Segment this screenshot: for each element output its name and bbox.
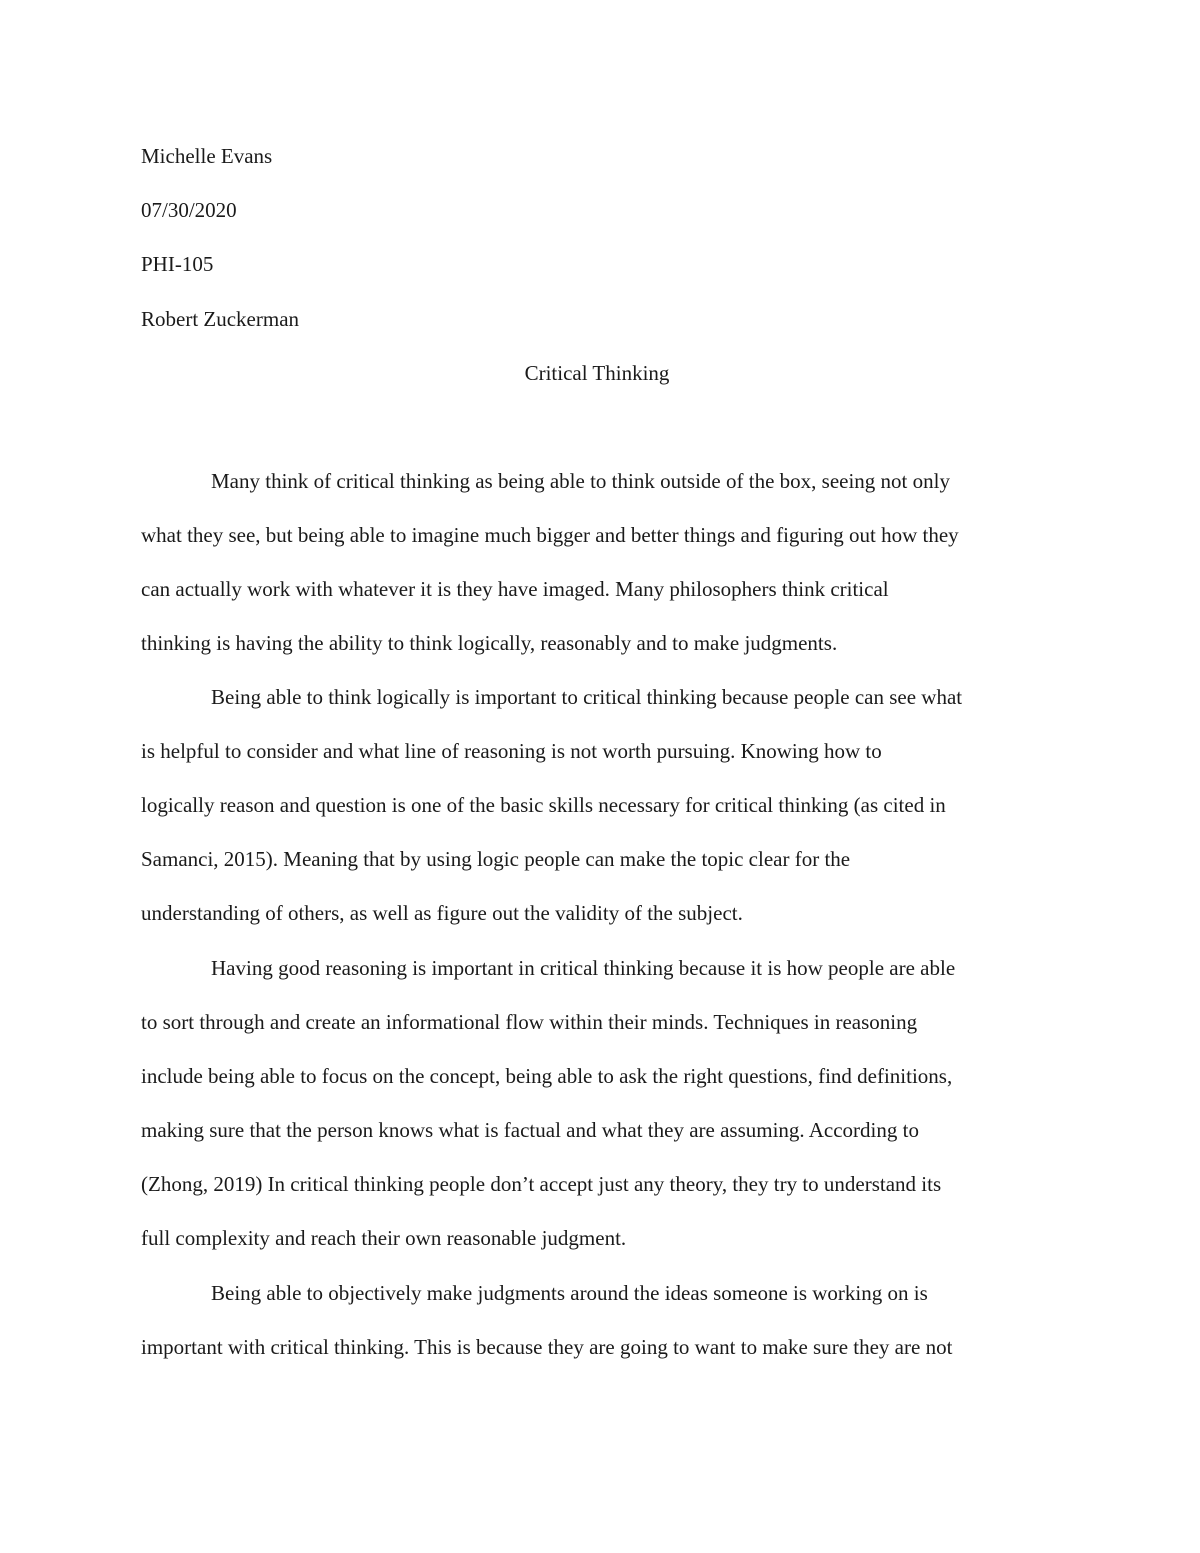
paragraph-2-line-1: Being able to think logically is important to critical thinking because people can see what — [211, 685, 963, 709]
submission-date: 07/30/2020 — [141, 198, 237, 222]
paragraph-1-line-1: Many think of critical thinking as being able to think outside of the box, seeing not only — [211, 469, 950, 493]
paragraph-1-line-4: thinking is having the ability to think logically, reasonably and to make judgments. — [141, 631, 838, 655]
paragraph-3-line-1: Having good reasoning is important in critical thinking because it is how people are able — [211, 956, 956, 980]
paragraph-4-line-1: Being able to objectively make judgments around the ideas someone is working on is — [211, 1281, 928, 1305]
paragraph-3-line-3: include being able to focus on the concept, being able to ask the right questions, find definitions, — [141, 1064, 953, 1088]
paragraph-3-line-2: to sort through and create an informational flow within their minds. Techniques in reasoning — [141, 1010, 918, 1034]
paragraph-1-line-3: can actually work with whatever it is they have imaged. Many philosophers think critical — [141, 577, 889, 601]
paragraph-1-line-2: what they see, but being able to imagine much bigger and better things and figuring out how they — [141, 523, 959, 547]
paragraph-2-line-2: is helpful to consider and what line of reasoning is not worth pursuing. Knowing how to — [141, 739, 882, 763]
paragraph-3-line-4: making sure that the person knows what is factual and what they are assuming. According to — [141, 1118, 919, 1142]
paragraph-3-line-6: full complexity and reach their own reasonable judgment. — [141, 1226, 627, 1250]
essay-title: Critical Thinking — [524, 361, 670, 385]
paragraph-3-line-5: (Zhong, 2019) In critical thinking people don’t accept just any theory, they try to understand its — [141, 1172, 942, 1196]
paragraph-2-line-4: Samanci, 2015). Meaning that by using logic people can make the topic clear for the — [141, 847, 851, 871]
paragraph-4-line-2: important with critical thinking. This is because they are going to want to make sure they are not — [141, 1335, 953, 1359]
course-code: PHI-105 — [141, 252, 214, 276]
paragraph-2-line-5: understanding of others, as well as figure out the validity of the subject. — [141, 901, 743, 925]
author-name: Michelle Evans — [141, 144, 273, 168]
paragraph-2-line-3: logically reason and question is one of the basic skills necessary for critical thinking (as cited in — [141, 793, 946, 817]
instructor-name: Robert Zuckerman — [141, 307, 300, 331]
